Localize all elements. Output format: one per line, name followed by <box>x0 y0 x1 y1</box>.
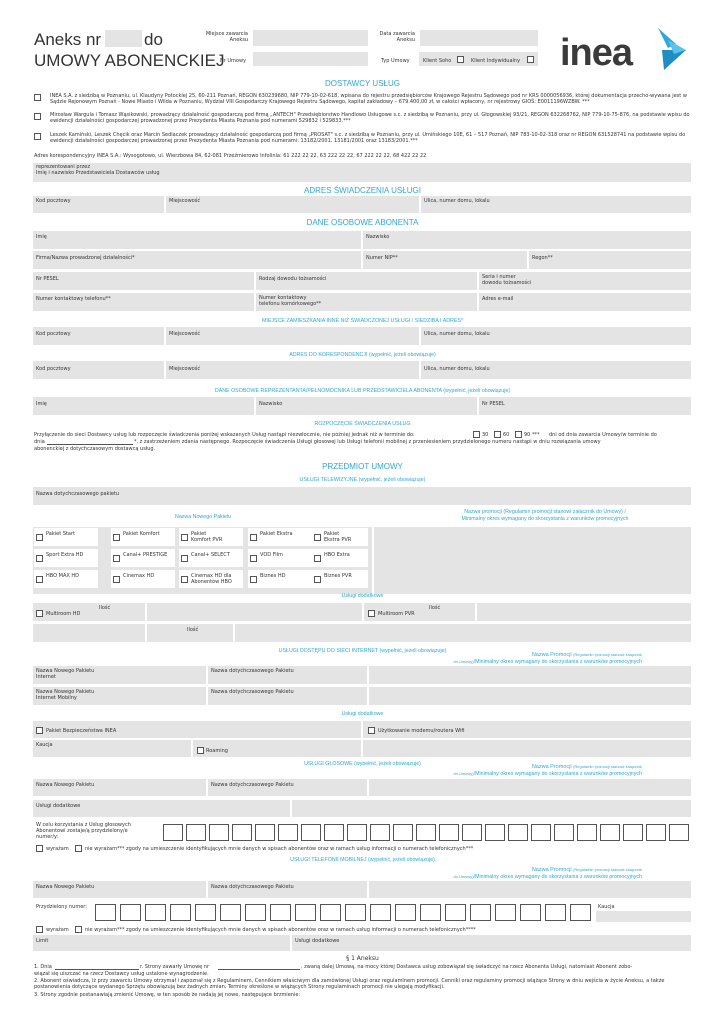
provider-2-checkbox[interactable] <box>34 113 41 120</box>
mobile-number-cell[interactable] <box>445 904 466 921</box>
modem-label: Użytkowanie modemu/routera Wifi <box>378 728 465 734</box>
mobile-number-cell[interactable] <box>520 904 541 921</box>
tv-package-label: Biznes PVR <box>324 573 352 579</box>
voice-consent-checkbox[interactable] <box>36 845 43 852</box>
phone-label: Numer kontaktowy telefonu** <box>36 296 111 302</box>
correspondence-title: ADRES DO KORESPONDENCJI (wypełnić, jeżeli obowiązuje) <box>289 352 436 358</box>
tv-package-checkbox[interactable] <box>250 576 257 583</box>
tv-promo-field[interactable] <box>374 527 691 594</box>
tv-package-checkbox[interactable] <box>314 576 321 583</box>
rep-last-name-field[interactable] <box>256 397 477 415</box>
roaming-checkbox[interactable] <box>197 747 204 754</box>
nip-label: Numer NIP** <box>366 255 398 261</box>
providers-title: DOSTAWCY USŁUG <box>325 79 400 88</box>
mobile-number-cell[interactable] <box>545 904 566 921</box>
representative-title: DANE OSOBOWE REPREZENTANTA/PEŁNOMOCNIKA LUB PRZEDSTAWICIELA ABONENTA (wypełnić, jeżeli obowiązuje) <box>214 388 511 394</box>
voice-number-cell[interactable] <box>600 824 620 841</box>
provider-1-checkbox[interactable] <box>34 94 41 101</box>
mobile-deposit-field[interactable] <box>596 911 691 922</box>
service-city-label: Miejscowość <box>169 198 201 204</box>
voice-number-cell[interactable] <box>278 824 298 841</box>
voice-number-cell[interactable] <box>370 824 390 841</box>
voice-number-cell[interactable] <box>186 824 206 841</box>
annex-contract-nr-line[interactable] <box>218 969 300 970</box>
provider-1-text: INEA S.A. z siedzibą w Poznaniu, ul. Klaudyny Potockiej 25, 60-211 Poznań, REGON 630239680, NIP 779-10-02-618, wpisana do rejestru przedsiębiorców Krajowego Rejestru Sądowego pod nr KRS 0000056936, której dokumentacja przecho-wywana jest w Sądzie Rejonowym Poznań - Nowe Miasto i Wilda w Poznaniu, Wydział VIII Gospodarczy Krajowego Rejestru Sądowego, kapitał zakładowy – 679.400,00 zł, w całości wpłacony, nr rejestrowy GIOŚ: E0011196WZBW. *** <box>50 93 687 105</box>
voice-number-cell[interactable] <box>623 824 643 841</box>
start-date-line[interactable] <box>47 444 133 445</box>
internet-title: USŁUGI DOSTĘPU DO SIECI INTERNET (wypełnić, jeżeli obowiązuje) <box>278 648 447 654</box>
current-tv-package-label: Nazwa dotychczasowego pakietu <box>36 491 120 497</box>
voice-number-cell[interactable] <box>554 824 574 841</box>
start-text-2a: dnia <box>34 439 45 445</box>
residence-city-label: Miejscowość <box>169 331 201 337</box>
mobile-no-consent-label: nie wyrażam*** zgody na umieszczenie identyfikujących mnie danych w spisach abonentów oraz w ramach usług informacji o numerach telefonicznych**** <box>85 927 476 933</box>
new-mobile-internet-label: Nazwa Nowego Pakietu Internet Mobilny <box>36 689 95 701</box>
mobile-consent-label: wyrażam <box>46 927 69 933</box>
provider-address: Adres korespondencyjny INEA S.A.: Wysogotowo, ul. Wierzbowa 84, 62-081 Przeźmierowo Infolinia: 61 222 22 22, 63 222 22 22, 67 222 22 22, 68 422 22 22 <box>34 153 427 159</box>
annex-p1a: 1. Dnia <box>34 964 52 970</box>
mobile-title: USŁUGI TELEFONII MOBILNEJ (wypełnić, jeżeli obowiązuje) <box>290 857 435 863</box>
internet-extra-title: Usługi dodatkowe <box>341 711 384 717</box>
tv-package-label: Cinemax HD dla Abonentów HBO <box>191 573 232 585</box>
mobile-extra-field[interactable] <box>292 935 691 951</box>
term-30-checkbox[interactable] <box>473 431 480 438</box>
voice-number-cell[interactable] <box>646 824 666 841</box>
voice-extra-label: Usługi dodatkowe <box>36 803 81 809</box>
mobile-number-cell[interactable] <box>470 904 491 921</box>
date-label: Data zawarcia Aneksu <box>379 31 415 43</box>
internet-promo-label: Nazwa Promocji (Regulamin promocji stanowi załącznik <box>531 652 642 658</box>
annex-nr-field[interactable] <box>105 30 142 47</box>
tv-package-label: Pakiet Ekstra PVR <box>324 531 352 543</box>
mobile-promo-label: Nazwa Promocji (Regulamin promocji stanowi załącznik <box>531 867 642 873</box>
pesel-label: Nr PESEL <box>36 276 59 282</box>
voice-number-cell[interactable] <box>301 824 321 841</box>
current-internet-label: Nazwa dotychczasowego Pakietu <box>211 668 294 674</box>
annex-title-do: do <box>144 30 163 49</box>
voice-no-consent-label: nie wyrażam*** zgody na umieszczenie identyfikujących mnie danych w spisach abonentów oraz w ramach usług informacji o numerach telefonicznych*** <box>85 846 474 852</box>
residence-title: MIEJSCE ZAMIESZKANIA INNE NIŻ ŚWIADCZONEJ USŁUGI / SIEDZIBA I ADRES* <box>261 318 464 324</box>
tv-package-label: Cinemax HD <box>123 573 155 579</box>
corr-city-label: Miejscowość <box>169 366 201 372</box>
tv-package-checkbox[interactable] <box>250 555 257 562</box>
mobile-number-cell[interactable] <box>320 904 341 921</box>
annex-p1b: r. Strony zawarły Umowę nr <box>140 964 210 970</box>
inea-logo-mark-icon <box>654 24 690 74</box>
rep-pesel-field[interactable] <box>479 397 691 415</box>
voice-number-cell[interactable] <box>393 824 413 841</box>
voice-current-package-label: Nazwa dotychczasowego Pakietu <box>211 782 294 788</box>
mobile-number-cell[interactable] <box>120 904 141 921</box>
tv-package-label: Biznes HD <box>260 573 286 579</box>
start-text-1b: dni od dnia zawarcia Umowy/w terminie do <box>549 432 657 438</box>
last-name-field[interactable] <box>363 231 691 249</box>
contract-type-label: Typ Umowy <box>381 58 410 64</box>
tv-package-label: Canal+ PRESTIGE <box>123 552 168 558</box>
tv-package-label: Sport Extra HD <box>46 552 84 558</box>
mobile-number-cell[interactable] <box>145 904 166 921</box>
tv-package-checkbox[interactable] <box>250 534 257 541</box>
soho-label: Klient Soho <box>423 58 452 64</box>
mobile-limit-label: Limit <box>36 938 49 944</box>
annex-date-line[interactable] <box>55 969 139 970</box>
contract-nr-field[interactable] <box>253 52 368 66</box>
tv-subtitle: USŁUGI TELEWIZYJNE (wypełnić, jeżeli obowiązuje) <box>299 477 426 483</box>
tv-package-label: VOD Film <box>260 552 283 558</box>
tv-extra-sep-4 <box>145 624 147 642</box>
first-name-label: Imię <box>36 234 47 240</box>
voice-number-cell[interactable] <box>416 824 436 841</box>
annex-title: Aneks nr <box>34 30 102 49</box>
multiroom-pvr-checkbox[interactable] <box>368 610 375 617</box>
pesel-field[interactable] <box>33 272 254 290</box>
subscriber-title: DANE OSOBOWE ABONENTA <box>306 218 419 227</box>
first-name-field[interactable] <box>33 231 361 249</box>
voice-number-cell[interactable] <box>209 824 229 841</box>
regon-label: Regon** <box>532 255 553 261</box>
voice-title: USŁUGI GŁOSOWE (wypełnić, jeżeli obowiązuje) <box>304 761 421 767</box>
mobile-number-cell[interactable] <box>495 904 516 921</box>
term-60-checkbox[interactable] <box>494 431 501 438</box>
new-internet-label: Nazwa Nowego Pakietu Internet <box>36 668 95 680</box>
service-street-label: Ulica, numer domu, lokalu <box>424 198 490 204</box>
regon-field[interactable] <box>529 251 691 269</box>
subject-title: PRZEDMIOT UMOWY <box>322 462 403 471</box>
id-type-label: Rodzaj dowodu tożsamości <box>259 276 327 282</box>
voice-consent-label: wyrażam <box>46 846 69 852</box>
mobile-number-cell[interactable] <box>570 904 591 921</box>
mobile-current-package-label: Nazwa dotychczasowego Pakietu <box>211 884 294 890</box>
annex-p1c: , zwaną dalej Umową, na mocy której Dostawca usług zobowiązał się świadczyć na rzecz Abonenta Usługi, natomiast Abonent zobo- <box>301 964 633 970</box>
mobile-number-cell[interactable] <box>195 904 216 921</box>
tv-package-checkbox[interactable] <box>36 555 43 562</box>
rep-last-name-label: Nazwisko <box>259 401 283 407</box>
security-package-checkbox[interactable] <box>36 727 43 734</box>
start-text-1: Przyłączenie do sieci Dostawcy usług lub rozpoczęcie świadczenia poniżej wskazanych Usług nastąpi niezwłocznie, nie później jednak niż w terminie do: <box>34 432 415 438</box>
tv-extra-sep-3 <box>475 603 477 621</box>
term-30-label: 30 <box>482 432 489 438</box>
rep-pesel-label: Nr PESEL <box>482 401 505 407</box>
voice-number-cell[interactable] <box>577 824 597 841</box>
mobile-number-cell[interactable] <box>170 904 191 921</box>
provider-3-text: Leszek Kamiński, Leszek Chęcik oraz Marcin Sedlaczek prowadzący działalność gospodarczą pod firmą „PROSAT" s.c. z siedzibą w Poznaniu, przy ul. Umińskiego 10E, 61 – 517 Poznań, NIP 783-10-02-318 oraz nr REGON 631528741 na podstawie wpisu do ewidencji działalności gospodarczej prowadzonej przez Prezydenta Miasta Poznania pod numerami: 13182/2001, 13181/2001 oraz 13183/2001.*** <box>50 132 686 144</box>
mobile-new-package-label: Nazwa Nowego Pakietu <box>36 884 95 890</box>
last-name-label: Nazwisko <box>366 234 390 240</box>
tv-package-label: Pakiet Start <box>46 531 75 537</box>
internet-deposit-field[interactable] <box>33 740 191 757</box>
voice-number-cell[interactable] <box>531 824 551 841</box>
tv-package-checkbox[interactable] <box>181 534 188 541</box>
tv-package-checkbox[interactable] <box>113 555 120 562</box>
annex-p1d: wiązał się uiszczać na rzecz Dostawcy usług ustalone wynagrodzenie. <box>34 971 209 977</box>
voice-number-cell[interactable] <box>347 824 367 841</box>
mobile-number-cell[interactable] <box>420 904 441 921</box>
provider-3-checkbox[interactable] <box>34 133 41 140</box>
tv-package-checkbox[interactable] <box>181 555 188 562</box>
tv-package-label: Pakiet Komfort <box>123 531 160 537</box>
mobile-internet-promo-field[interactable] <box>369 687 691 705</box>
mobile-number-cell[interactable] <box>295 904 316 921</box>
id-series-label: Seria i numer dowodu tożsamości <box>482 274 532 286</box>
voice-number-cell[interactable] <box>324 824 344 841</box>
term-90-checkbox[interactable] <box>515 431 522 438</box>
rep-first-name-field[interactable] <box>33 397 254 415</box>
mobile-promo-label-2: do Umowy)/Minimalny okres wymagany do skorzystania z warunków promocyjnych <box>453 874 642 880</box>
annex-p2: 2. Abonent oświadcza, iż przy zawarciu Umowy otrzymał i zapoznał się z Regulaminem, Cennikiem właściwym dla zamówionej Usługi oraz regulaminem promocji. Cenniki oraz regulaminy promocji wiążące Strony w dniu wejścia w życie Aneksu, a także postanowienia dotyczące wydanego Sprzętu obowiązują bez żadnych zmian. Terminy określone w wiążących Strony regulaminach promocji nie ulegają modyfikacji. <box>34 978 665 990</box>
mobile-consent-checkbox[interactable] <box>36 926 43 933</box>
multiroom-hd-label: Multiroom HD <box>46 611 81 617</box>
tv-package-checkbox[interactable] <box>113 576 120 583</box>
residence-postal-label: Kod pocztowy <box>36 331 71 337</box>
multiroom-pvr-qty-label: Ilość <box>429 605 441 611</box>
tv-package-label: HBO MAX HD <box>46 573 79 579</box>
tv-package-label: Pakiet Ekstra <box>260 531 293 537</box>
contract-nr-label: Nr Umowy <box>220 58 247 64</box>
start-text-2b: *, z zastrzeżeniem zdania następnego. Rozpoczęcie świadczenia Usługi głosowej lub Usługi telefonii mobilnej z przeniesieniem przydzielonego numeru nastąpi w dniu rozwiązania umowy <box>134 439 601 445</box>
tv-extra-sep-2 <box>362 603 364 621</box>
start-title: ROZPOCZĘCIE ŚWIADCZENIA USŁUG <box>314 421 411 427</box>
service-city-field[interactable] <box>166 196 419 213</box>
tv-extra-label: Usługi dodatkowe <box>341 593 384 599</box>
mobile-limit-field[interactable] <box>33 935 290 951</box>
date-field[interactable] <box>420 30 538 46</box>
voice-number-cell[interactable] <box>462 824 482 841</box>
voice-number-cell[interactable] <box>669 824 689 841</box>
roaming-label: Roaming <box>206 748 228 754</box>
internet-deposit-label: Kaucja <box>36 742 53 748</box>
security-package-label: Pakiet Bezpieczeństwa INEA <box>46 728 117 734</box>
email-label: Adres e-mail <box>482 296 514 302</box>
mobile-extra-label: Usługi dodatkowe <box>295 938 340 944</box>
multiroom-hd-qty-label: Ilość <box>99 605 111 611</box>
tv-package-checkbox[interactable] <box>314 555 321 562</box>
corr-postal-label: Kod pocztowy <box>36 366 71 372</box>
internet-promo-label-2: do Umowy)/Minimalny okres wymagany do skorzystania z warunków promocyjnych <box>453 659 642 665</box>
mobile-number-cell[interactable] <box>270 904 291 921</box>
tv-package-checkbox[interactable] <box>181 576 188 583</box>
voice-number-cell[interactable] <box>255 824 275 841</box>
rep-label: reprezentowani przez Imię i nazwisko Przedstawiciela Dostawców usług <box>36 164 160 176</box>
rep-first-name-label: Imię <box>36 401 47 407</box>
mobile-number-cell[interactable] <box>370 904 391 921</box>
mobile-number-cell[interactable] <box>345 904 366 921</box>
tv-extra-qty-label: Ilość <box>187 627 199 633</box>
provider-2-text: Mirosław Wargula i Tomasz Wąsikowski, prowadzący działalność gospodarczą pod firmą „ANTECH" Przedsiębiorstwo Handlowo Usługowe s.c. z siedzibą w Poznaniu, przy ul. Głogowskiej 93/21, REGON 632268762, NIP 779-10-75-876, na podstawie wpisu do ewidencji działalności gospodarczej prowadzonej przez Prezydenta Miasta Poznania pod numerami 529832 i 529833.*** <box>50 112 690 124</box>
start-text-3: abonenckiej z dotychczasowym dostawcą usług. <box>34 446 156 452</box>
mobile-deposit-label: Kaucja <box>598 904 615 910</box>
voice-promo-field[interactable] <box>369 779 691 796</box>
multiroom-hd-checkbox[interactable] <box>36 610 43 617</box>
voice-number-cell[interactable] <box>163 824 183 841</box>
annex-p3: 3. Strony zgodnie postanawiają zmienić Umowę, w ten sposób że nadają jej nowe, następujące brzmienie: <box>34 992 301 998</box>
tv-package-label: Canal+ SELECT <box>191 552 230 558</box>
mobile-label: Numer kontaktowy telefonu komórkowego** <box>259 295 322 307</box>
new-tv-package-label: Nazwa Nowego Pakietu <box>175 514 232 520</box>
internet-extra-field[interactable] <box>363 740 691 757</box>
service-postal-label: Kod pocztowy <box>36 198 71 204</box>
contract-title: UMOWY ABONENCKIEJ <box>34 51 225 70</box>
voice-number-cell[interactable] <box>485 824 505 841</box>
mobile-promo-field[interactable] <box>369 881 691 898</box>
voice-promo-label-2: do Umowy)/Minimalny okres wymagany do skorzystania z warunków promocyjnych <box>453 771 642 777</box>
voice-new-package-label: Nazwa Nowego Pakietu <box>36 782 95 788</box>
current-mobile-internet-label: Nazwa dotychczasowego Pakietu <box>211 689 294 695</box>
tv-extra-row-2 <box>33 624 691 642</box>
term-90-label: 90 *** <box>524 432 540 438</box>
current-tv-package-field[interactable] <box>33 487 691 505</box>
voice-number-cell[interactable] <box>232 824 252 841</box>
voice-number-cell[interactable] <box>439 824 459 841</box>
voice-extra-field-2[interactable] <box>292 800 691 817</box>
tv-package-checkbox[interactable] <box>36 534 43 541</box>
annex-section-title: § 1 Aneksu <box>346 955 379 962</box>
tv-package-checkbox[interactable] <box>113 534 120 541</box>
inea-logo: inea <box>560 32 633 74</box>
corr-street-label: Ulica, numer domu, lokalu <box>424 366 490 372</box>
tv-package-label: Pakiet Komfort PVR <box>191 531 223 543</box>
service-address-title: ADRES ŚWIADCZENIA USŁUGI <box>304 186 421 195</box>
corr-city-field[interactable] <box>166 361 419 379</box>
mobile-number-cell[interactable] <box>245 904 266 921</box>
individual-label: Klient Indywidualny <box>471 58 521 64</box>
mobile-number-cell[interactable] <box>395 904 416 921</box>
term-60-label: 60 <box>503 432 510 438</box>
modem-checkbox[interactable] <box>368 727 375 734</box>
tv-promo-label: Nazwa promocji (Regulamin promocji stanowi załącznik do Umowy) / Minimalny okres wymagany do skorzystania z warunków promocyjnych <box>461 509 629 522</box>
tv-extra-sep-1 <box>145 603 147 621</box>
place-field[interactable] <box>253 30 368 46</box>
multiroom-pvr-label: Multiroom PVR <box>378 611 415 617</box>
soho-checkbox[interactable] <box>457 56 464 63</box>
voice-no-consent-checkbox[interactable] <box>75 845 82 852</box>
voice-number-label: W celu korzystania z Usług głosowych Abonentowi zostaje/ą przydzielony/e numer/y: <box>36 822 131 840</box>
tv-extra-sep-5 <box>233 624 235 642</box>
individual-checkbox[interactable] <box>527 56 534 63</box>
mobile-assigned-nr-label: Przydzielony numer: <box>36 904 87 910</box>
tv-package-label: HBO Extra <box>324 552 350 558</box>
mobile-number-cell[interactable] <box>95 904 116 921</box>
tv-package-checkbox[interactable] <box>314 534 321 541</box>
internet-promo-field[interactable] <box>369 666 691 684</box>
mobile-number-cell[interactable] <box>220 904 241 921</box>
residence-city-field[interactable] <box>166 327 419 345</box>
mobile-no-consent-checkbox[interactable] <box>75 926 82 933</box>
voice-promo-label: Nazwa Promocji (Regulamin promocji stanowi załącznik <box>531 764 642 770</box>
residence-street-label: Ulica, numer domu, lokalu <box>424 331 490 337</box>
company-label: Firma/Nazwa prowadzonej działalności* <box>36 255 135 261</box>
place-label: Miejsce zawarcia Aneksu <box>205 31 248 43</box>
voice-number-cell[interactable] <box>508 824 528 841</box>
tv-package-checkbox[interactable] <box>36 576 43 583</box>
